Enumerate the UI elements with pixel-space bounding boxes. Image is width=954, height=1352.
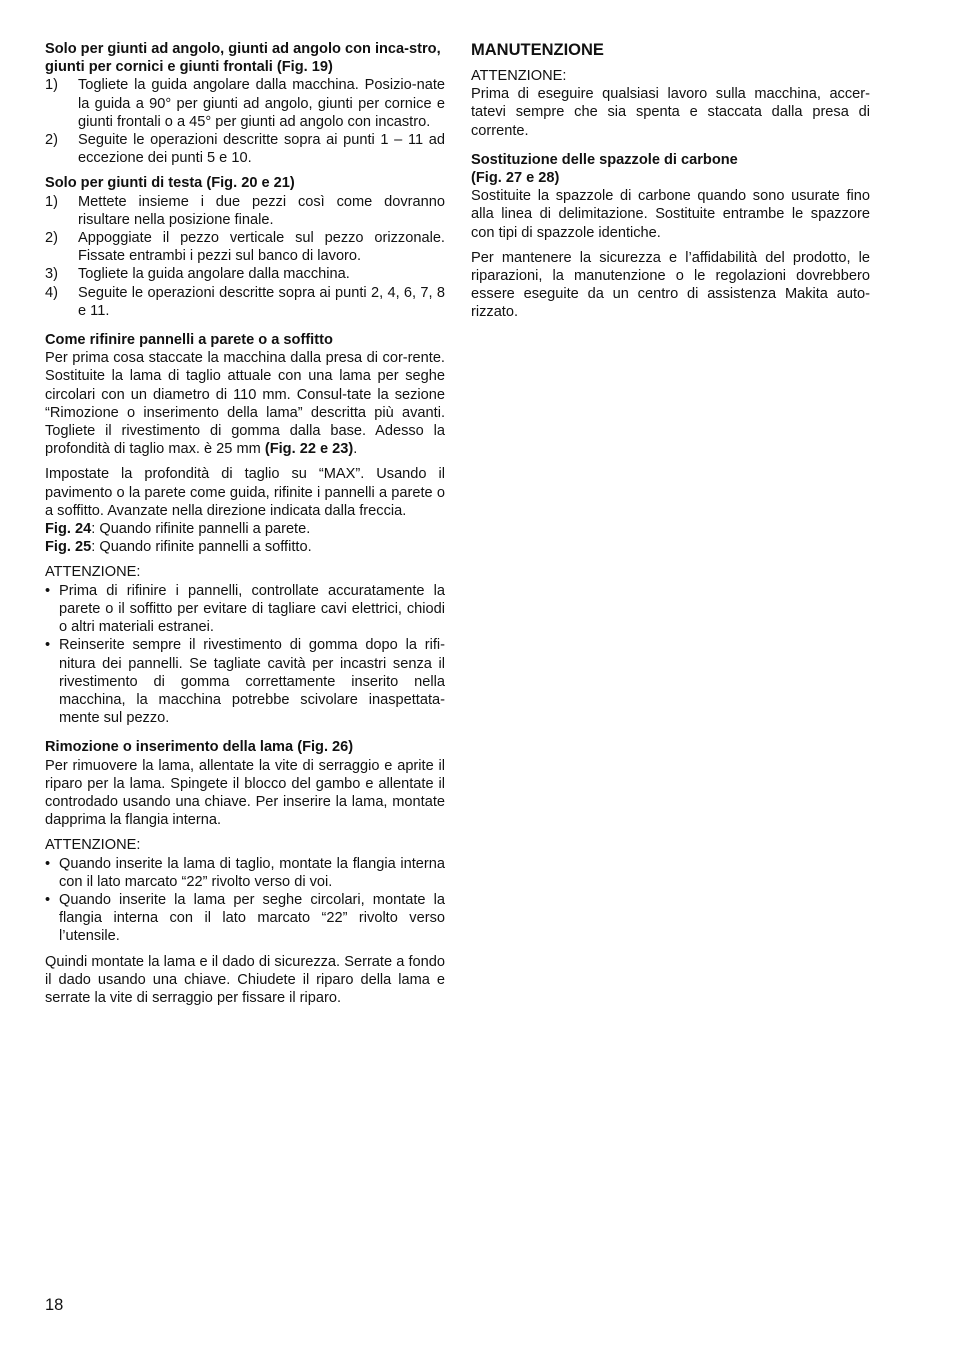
paragraph: Per mantenere la sicurezza e l’affidabilità del prodotto, le riparazioni, la manutenzione o le regolazioni dovrebbero essere eseguite da un centro di assistenza Makita auto-rizzato. [471, 249, 870, 321]
list-text: Seguite le operazioni descritte sopra ai punti 2, 4, 6, 7, 8 e 11. [78, 284, 445, 319]
list-item [45, 284, 445, 320]
bullet-item [45, 636, 445, 727]
list-item [45, 265, 445, 283]
list-item [45, 229, 445, 265]
figure-caption [45, 520, 445, 538]
figure-label: Fig. 24 [45, 521, 92, 538]
list-text: Mettete insieme i due pezzi così come dovranno risultare nella posizione finale. [78, 193, 445, 228]
list-number: 4) [45, 284, 58, 301]
right-column [471, 40, 870, 322]
left-column [45, 40, 445, 1007]
list-text: Seguite le operazioni descritte sopra ai punti 1 – 11 ad eccezione dei punti 5 e 10. [78, 132, 445, 167]
figure-text: : Quando rifinite pannelli a parete. [91, 521, 311, 538]
bullet-text: Prima di rifinire i pannelli, controllate accuratamente la parete o il soffitto per evitare di tagliare cavi elettrici, chiodi o altri materiali estranei. [59, 582, 445, 636]
list-number: 3) [45, 266, 58, 283]
list-number: 2) [45, 230, 58, 247]
bullet-glyph: • [45, 582, 51, 599]
list-item [45, 76, 445, 131]
bullet-text: Quando inserite la lama per seghe circolari, montate la flangia interna con il lato marcato “22” rivolto verso l’utensile. [59, 891, 445, 945]
paragraph: Per rimuovere la lama, allentate la vite di serraggio e aprite il riparo per la lama. Spingete il blocco del gambo e allentate il controdado usando una chiave. Per inserire la lama, montate dapprima la flangia interna. [45, 757, 445, 829]
page-number: 18 [45, 1296, 64, 1314]
bullet-glyph: • [45, 855, 51, 872]
figure-reference: (Fig. 22 e 23) [264, 441, 354, 458]
section-heading-carbon-brushes: Sostituzione delle spazzole di carbone [471, 151, 738, 168]
list-item [45, 193, 445, 229]
caution-label: ATTENZIONE: [471, 68, 567, 84]
section-title-maintenance: MANUTENZIONE [471, 41, 604, 59]
paragraph: Sostituite la spazzole di carbone quando sono usurate fino alla linea di delimitazione. Sostituite entrambe le spazzore con tipi di spazzole identiche. [471, 188, 870, 241]
section-heading-panel-finishing: Come rifinire pannelli a parete o a soffitto [45, 332, 333, 349]
bullet-item [45, 891, 445, 946]
list-text: Appoggiate il pezzo verticale sul pezzo orizzonale. Fissate entrambi i pezzi sul banco di lavoro. [78, 230, 445, 265]
paragraph: Impostate la profondità di taglio su “MAX”. Usando il pavimento o la parete come guida, rifinite i pannelli a parete o a soffitto. Avanzate nella direzione indicata dalla freccia. [45, 466, 445, 519]
caution-label: ATTENZIONE: [45, 837, 141, 854]
section-heading-blade-removal: Rimozione o inserimento della lama (Fig. 26) [45, 739, 354, 756]
bullet-text: Quando inserite la lama di taglio, montate la flangia interna con il lato marcato “22” rivolto verso di voi. [59, 855, 445, 890]
list-text: Togliete la guida angolare dalla macchina. [78, 266, 350, 283]
section-heading-angle-joints: Solo per giunti ad angolo, giunti ad angolo con inca-stro, giunti per cornici e giunti frontali (Fig. 19) [45, 41, 441, 76]
paragraph [45, 349, 445, 458]
figure-label: Fig. 25 [45, 539, 92, 556]
section-heading-butt-joints: Solo per giunti di testa (Fig. 20 e 21) [45, 175, 295, 192]
figure-caption [45, 538, 445, 556]
punctuation: . [353, 441, 358, 458]
paragraph: Quindi montate la lama e il dado di sicurezza. Serrate a fondo il dado usando una chiave. Chiudete il riparo della lama e serrate la vite di serraggio per fissare il riparo. [45, 953, 445, 1006]
paragraph-text: Per prima cosa staccate la macchina dalla presa di cor-rente. Sostituite la lama di taglio attuale con una lama per seghe circolari con un diametro di 110 mm. Consul-tate la sezione “Rimozione o inserimento della lama” descritta più avanti. Togliete il rivestimento di gomma dalla base. Adesso la profondità di taglio max. è 25 mm [45, 350, 445, 458]
paragraph: Prima di eseguire qualsiasi lavoro sulla macchina, accer-tatevi sempre che sia spenta e staccata dalla presa di corrente. [471, 86, 870, 139]
list-number: 2) [45, 132, 58, 149]
bullet-item [45, 855, 445, 891]
list-number: 1) [45, 77, 58, 94]
list-item [45, 131, 445, 167]
caution-label: ATTENZIONE: [45, 564, 141, 581]
bullet-glyph: • [45, 637, 51, 654]
section-heading-figure-ref: (Fig. 27 e 28) [471, 170, 560, 187]
bullet-glyph: • [45, 891, 51, 908]
bullet-text: Reinserite sempre il rivestimento di gomma dopo la rifi-nitura dei pannelli. Se tagliate cavità per incastri senza il rivestimento di gomma correttamente inserito nella macchina, la macchina potrebbe scivolare inaspettata-mente sul pezzo. [59, 637, 445, 727]
bullet-item [45, 582, 445, 637]
list-text: Togliete la guida angolare dalla macchina. Posizio-nate la guida a 90° per giunti ad angolo, giunti per cornice e giunti frontali o a 45° per giunti ad angolo con incastro. [78, 77, 445, 130]
figure-text: : Quando rifinite pannelli a soffitto. [91, 539, 312, 556]
list-number: 1) [45, 193, 58, 210]
